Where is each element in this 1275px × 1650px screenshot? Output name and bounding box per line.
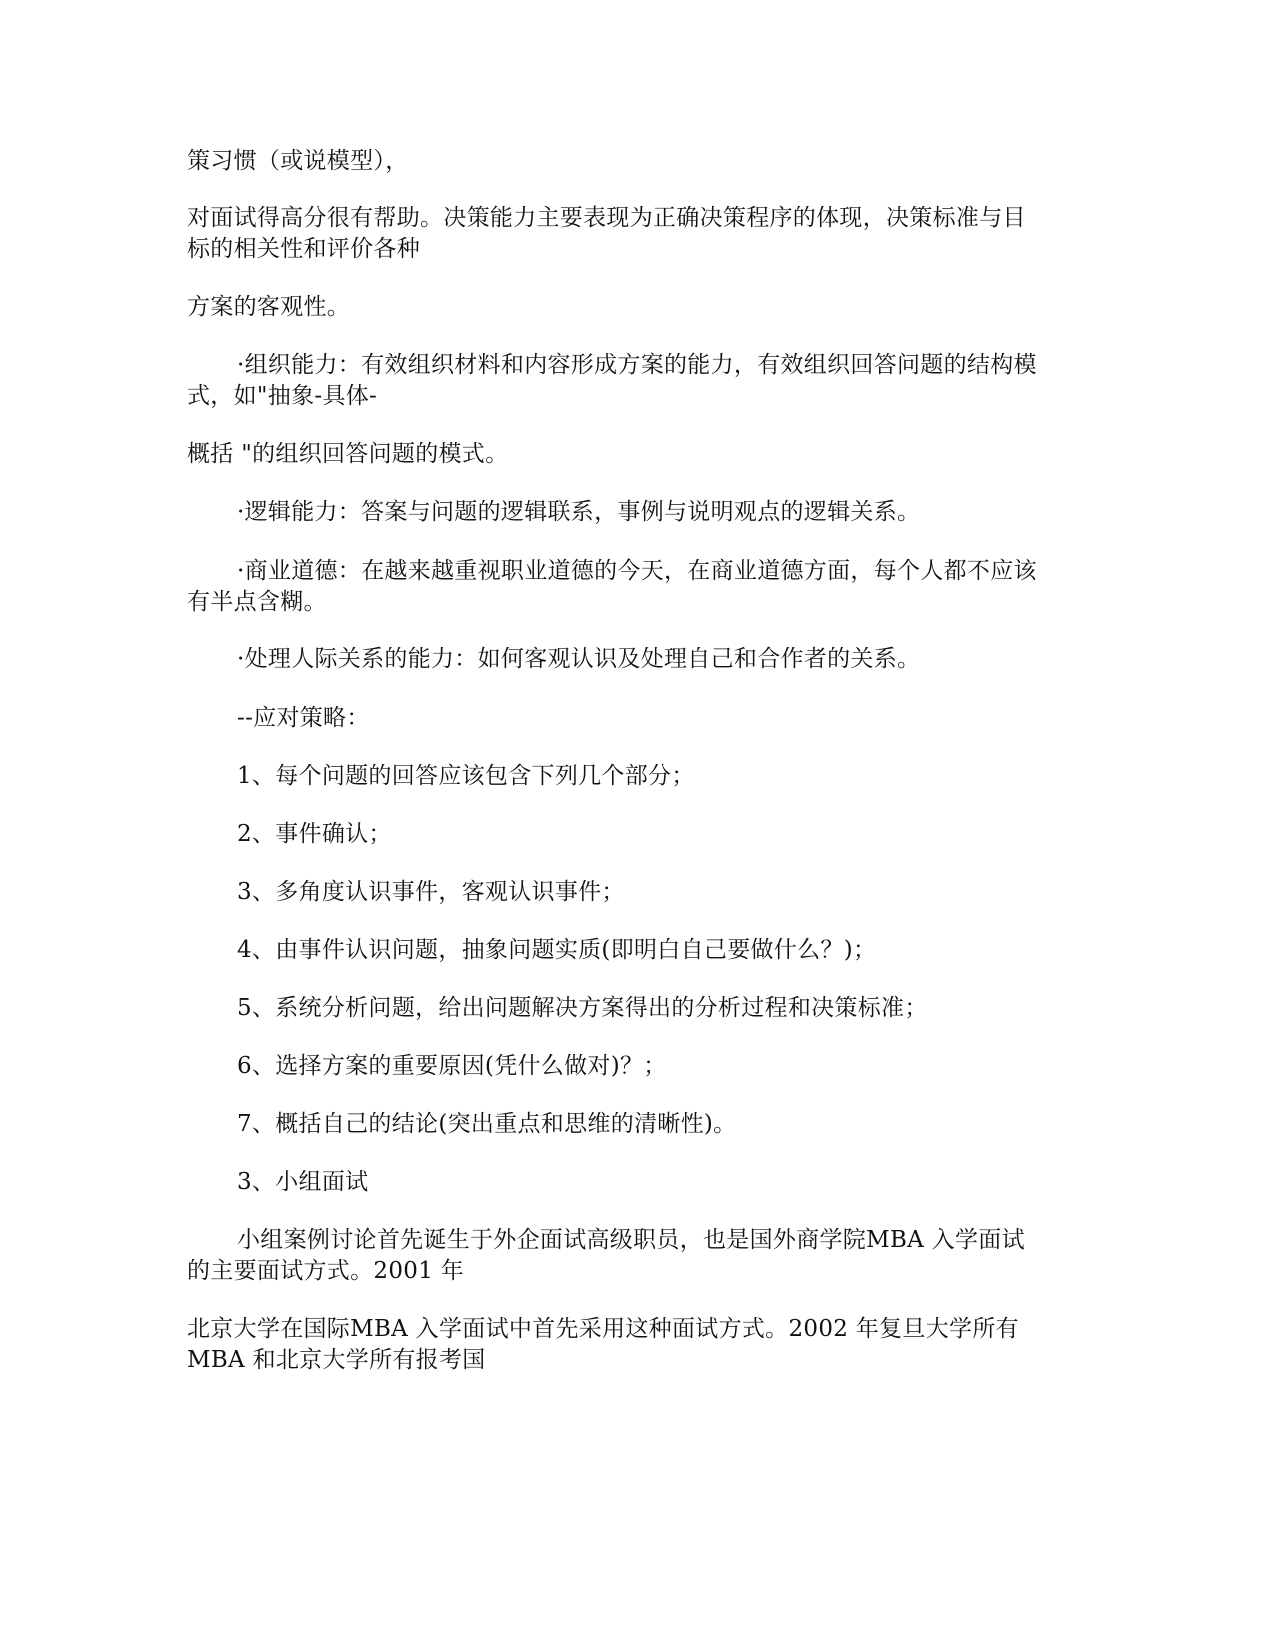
list-item-6 xyxy=(187,1051,1087,1082)
text-line: --应对策略： xyxy=(237,705,370,731)
text-line: ·组织能力：有效组织材料和内容形成方案的能力，有效组织回答问题的结构模 xyxy=(237,352,1037,378)
paragraph-peking-fudan xyxy=(187,1314,1087,1376)
list-item-3 xyxy=(187,877,1087,908)
text-line: 小组案例讨论首先诞生于外企面试高级职员，也是国外商学院MBA 入学面试 xyxy=(237,1227,1025,1253)
text-line: ·逻辑能力：答案与问题的逻辑联系，事例与说明观点的逻辑关系。 xyxy=(237,499,921,525)
text-line: ·处理人际关系的能力：如何客观认识及处理自己和合作者的关系。 xyxy=(237,646,921,672)
text-line: 5、系统分析问题，给出问题解决方案得出的分析过程和决策标准； xyxy=(237,995,928,1021)
list-item-4 xyxy=(187,935,1087,966)
text-line: 3、小组面试 xyxy=(237,1169,369,1195)
text-line: 北京大学在国际MBA 入学面试中首先采用这种面试方式。2002 年复旦大学所有 xyxy=(187,1316,1019,1342)
section-heading-group-interview xyxy=(187,1167,1087,1198)
text-line: 的主要面试方式。2001 年 xyxy=(187,1258,465,1284)
paragraph-objectivity xyxy=(187,292,1087,323)
list-item-2 xyxy=(187,819,1087,850)
text-line: 方案的客观性。 xyxy=(187,294,351,320)
text-line: 对面试得高分很有帮助。决策能力主要表现为正确决策程序的体现，决策标准与目 xyxy=(187,205,1026,231)
paragraph-logic-ability xyxy=(187,497,1087,528)
paragraph-decision-ability xyxy=(187,203,1087,265)
list-item-1 xyxy=(187,761,1087,792)
text-line: MBA 和北京大学所有报考国 xyxy=(187,1347,486,1373)
paragraph-organization-ability xyxy=(187,350,1087,412)
text-line: 6、选择方案的重要原因(凭什么做对)？； xyxy=(237,1053,667,1079)
text-line: 3、多角度认识事件，客观认识事件； xyxy=(237,879,625,905)
paragraph-group-case xyxy=(187,1225,1087,1287)
text-line: ·商业道德：在越来越重视职业道德的今天，在商业道德方面，每个人都不应该 xyxy=(237,558,1037,584)
text-line: 7、概括自己的结论(突出重点和思维的清晰性)。 xyxy=(237,1111,737,1137)
text-line: 4、由事件认识问题，抽象问题实质(即明白自己要做什么？)； xyxy=(237,937,877,963)
text-line: 概括 "的组织回答问题的模式。 xyxy=(187,441,509,467)
text-line: 2、事件确认； xyxy=(237,821,392,847)
paragraph-decision-habit xyxy=(187,146,1087,177)
paragraph-interpersonal xyxy=(187,644,1087,675)
list-item-5 xyxy=(187,993,1087,1024)
paragraph-business-ethics xyxy=(187,556,1087,618)
text-line: 策习惯（或说模型）， xyxy=(187,148,409,174)
text-line: 1、每个问题的回答应该包含下列几个部分； xyxy=(237,763,695,789)
list-item-7 xyxy=(187,1109,1087,1140)
text-line: 式，如"抽象-具体- xyxy=(187,383,378,409)
section-heading-strategy xyxy=(187,703,1087,734)
text-line: 有半点含糊。 xyxy=(187,589,327,615)
paragraph-summary-pattern xyxy=(187,439,1087,470)
text-line: 标的相关性和评价各种 xyxy=(187,236,420,262)
